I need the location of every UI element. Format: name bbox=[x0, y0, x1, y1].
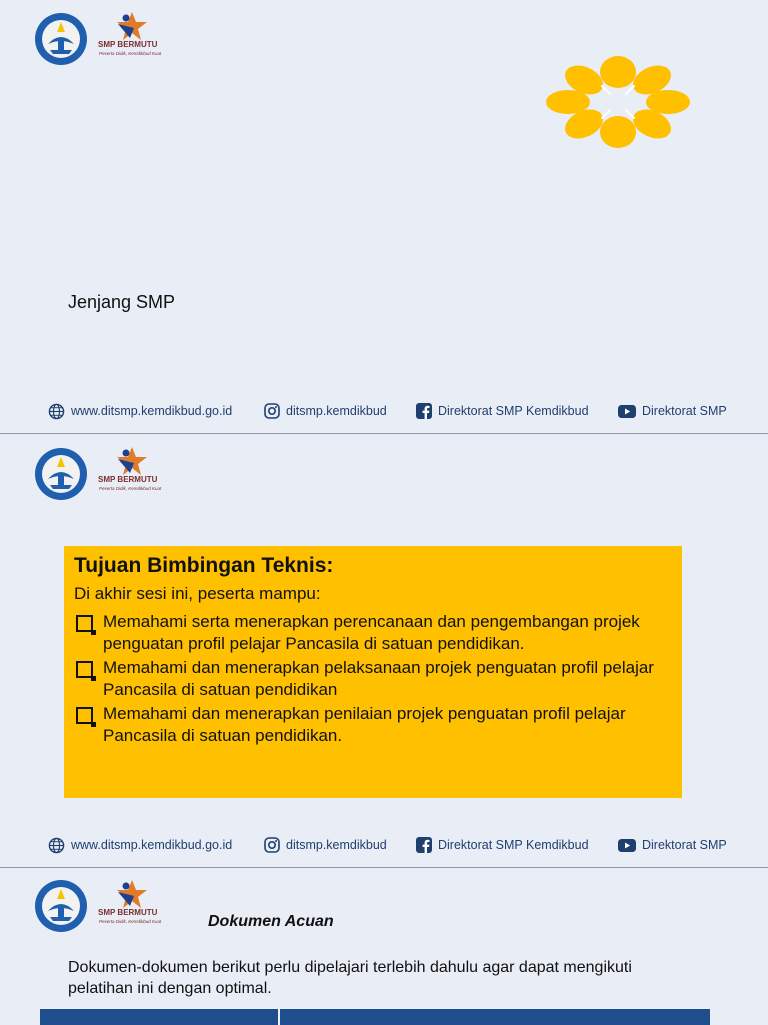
objectives-intro: Di akhir sesi ini, peserta mampu: bbox=[74, 584, 321, 603]
list-item-text: Memahami dan menerapkan penilaian projek penguatan profil pelajar Pancasila di satuan pendidikan. bbox=[103, 704, 626, 745]
list-item bbox=[74, 657, 672, 701]
footer-facebook[interactable] bbox=[416, 833, 589, 857]
tut-wuri-handayani-logo bbox=[34, 12, 88, 66]
youtube-label: Direktorat SMP bbox=[642, 404, 727, 418]
smp-bermutu-logo bbox=[96, 878, 172, 934]
objectives-box bbox=[64, 546, 682, 798]
smp-logo-tagline: Peserta Didik, Kemdikbud Kuat bbox=[99, 51, 162, 56]
star-figure-icon bbox=[112, 878, 152, 910]
smp-logo-tagline: Peserta Didik, Kemdikbud Kuat bbox=[99, 919, 162, 924]
smp-bermutu-logo bbox=[96, 10, 172, 66]
yellow-flower-decoration bbox=[546, 56, 690, 148]
list-item bbox=[74, 703, 672, 747]
table-header-row bbox=[40, 1009, 710, 1025]
smp-logo-tagline: Peserta Didik, Kemdikbud Kuat bbox=[99, 486, 162, 491]
checkbox-bullet-icon bbox=[76, 661, 93, 678]
footer-website[interactable] bbox=[48, 399, 232, 423]
list-item bbox=[74, 611, 672, 655]
facebook-label: Direktorat SMP Kemdikbud bbox=[438, 838, 589, 852]
footer-instagram[interactable] bbox=[264, 399, 387, 423]
website-label: www.ditsmp.kemdikbud.go.id bbox=[71, 404, 233, 418]
youtube-label: Direktorat SMP bbox=[642, 838, 727, 852]
footer-youtube[interactable] bbox=[618, 833, 727, 857]
footer-website[interactable] bbox=[48, 833, 232, 857]
footer bbox=[0, 399, 768, 423]
instagram-label: ditsmp.kemdikbud bbox=[286, 838, 387, 852]
facebook-label: Direktorat SMP Kemdikbud bbox=[438, 404, 589, 418]
checkbox-bullet-icon bbox=[76, 615, 93, 632]
footer bbox=[0, 833, 768, 857]
instagram-icon bbox=[264, 403, 280, 419]
smp-logo-name: SMP BERMUTU bbox=[98, 475, 158, 484]
smp-logo-name: SMP BERMUTU bbox=[98, 40, 158, 49]
list-item-text: Memahami serta menerapkan perencanaan dan pengembangan projek penguatan profil pelajar Pancasila di satuan pendidikan. bbox=[103, 612, 640, 653]
list-item-text: Memahami dan menerapkan pelaksanaan projek penguatan profil pelajar Pancasila di satuan pendidikan bbox=[103, 658, 654, 699]
footer-facebook[interactable] bbox=[416, 399, 589, 423]
slide-2 bbox=[0, 433, 768, 867]
globe-icon bbox=[48, 837, 65, 854]
website-label: www.ditsmp.kemdikbud.go.id bbox=[71, 838, 233, 852]
tut-wuri-handayani-logo bbox=[34, 447, 88, 501]
smp-logo-name: SMP BERMUTU bbox=[98, 908, 158, 917]
table-column-divider bbox=[278, 1009, 280, 1025]
youtube-icon bbox=[618, 839, 636, 852]
instagram-icon bbox=[264, 837, 280, 853]
star-figure-icon bbox=[112, 10, 152, 42]
star-figure-icon bbox=[112, 445, 152, 477]
instagram-label: ditsmp.kemdikbud bbox=[286, 404, 387, 418]
checkbox-bullet-icon bbox=[76, 707, 93, 724]
facebook-icon bbox=[416, 837, 432, 853]
facebook-icon bbox=[416, 403, 432, 419]
youtube-icon bbox=[618, 405, 636, 418]
footer-youtube[interactable] bbox=[618, 399, 727, 423]
objectives-title: Tujuan Bimbingan Teknis: bbox=[74, 554, 334, 577]
smp-bermutu-logo bbox=[96, 445, 172, 501]
globe-icon bbox=[48, 403, 65, 420]
objectives-list bbox=[74, 611, 672, 747]
slide-body-text: Dokumen-dokumen berikut perlu dipelajari terlebih dahulu agar dapat mengikuti pelatihan ini dengan optimal. bbox=[68, 959, 632, 997]
slide-3 bbox=[0, 867, 768, 1025]
footer-instagram[interactable] bbox=[264, 833, 387, 857]
slide-1 bbox=[0, 0, 768, 432]
slide-subtitle: Jenjang SMP bbox=[68, 292, 176, 312]
slide-title: Dokumen Acuan bbox=[208, 913, 334, 930]
tut-wuri-handayani-logo bbox=[34, 879, 88, 933]
